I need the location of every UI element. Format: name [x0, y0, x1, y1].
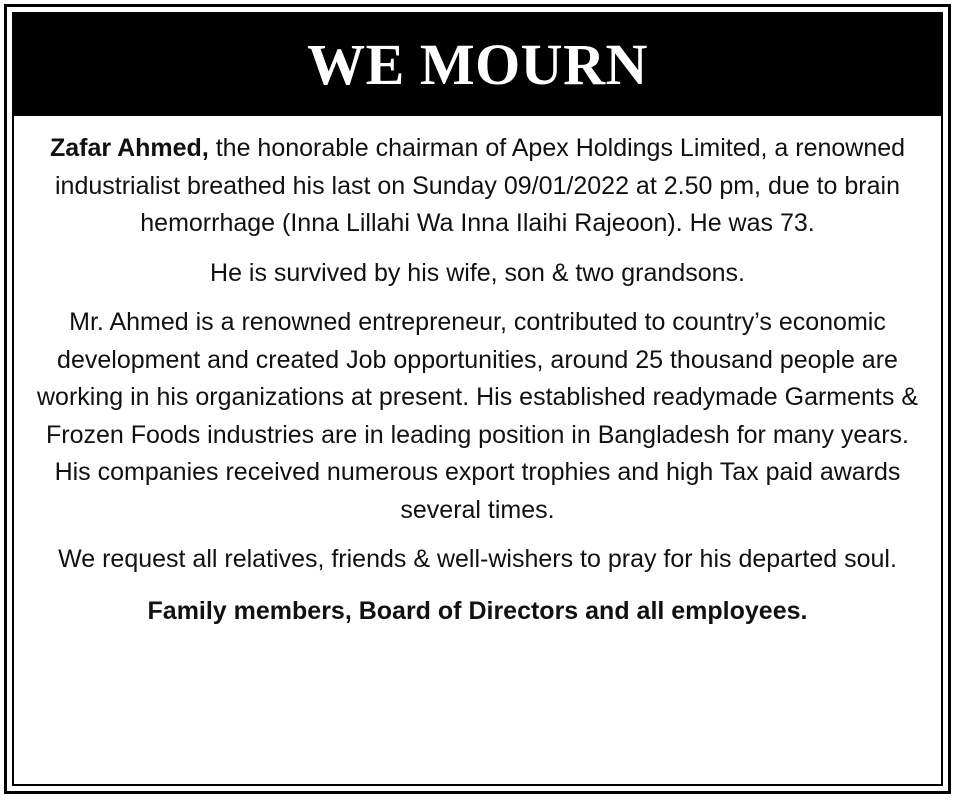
request-paragraph: We request all relatives, friends & well-wishers to pray for his departed soul. — [58, 545, 897, 573]
notice-title: WE MOURN — [307, 32, 648, 97]
contribution-paragraph: Mr. Ahmed is a renowned entrepreneur, contributed to country’s economic development and created Job opportunities, around 25 thousand people are working in his organizations at present. His established readymade Garments & Frozen Foods industries are in leading position in Bangladesh for many years. His companies received numerous export trophies and high Tax paid awards several times. — [37, 308, 918, 524]
notice-inner-border — [12, 12, 943, 786]
intro-text: the honorable chairman of Apex Holdings Limited, a renowned industrialist breathed his last on Sunday 09/01/2022 at 2.50 pm, due to brain hemorrhage (Inna Lillahi Wa Inna Ilaihi Rajeoon). He was 73. — [54, 134, 906, 237]
intro-paragraph — [34, 130, 921, 243]
notice-outer-border — [4, 4, 951, 794]
deceased-name: Zafar Ahmed, — [49, 134, 209, 162]
signoff-line: Family members, Board of Directors and all employees. — [147, 596, 808, 625]
notice-header — [14, 14, 941, 116]
survived-paragraph: He is survived by his wife, son & two grandsons. — [210, 258, 745, 287]
notice-body — [34, 130, 921, 642]
